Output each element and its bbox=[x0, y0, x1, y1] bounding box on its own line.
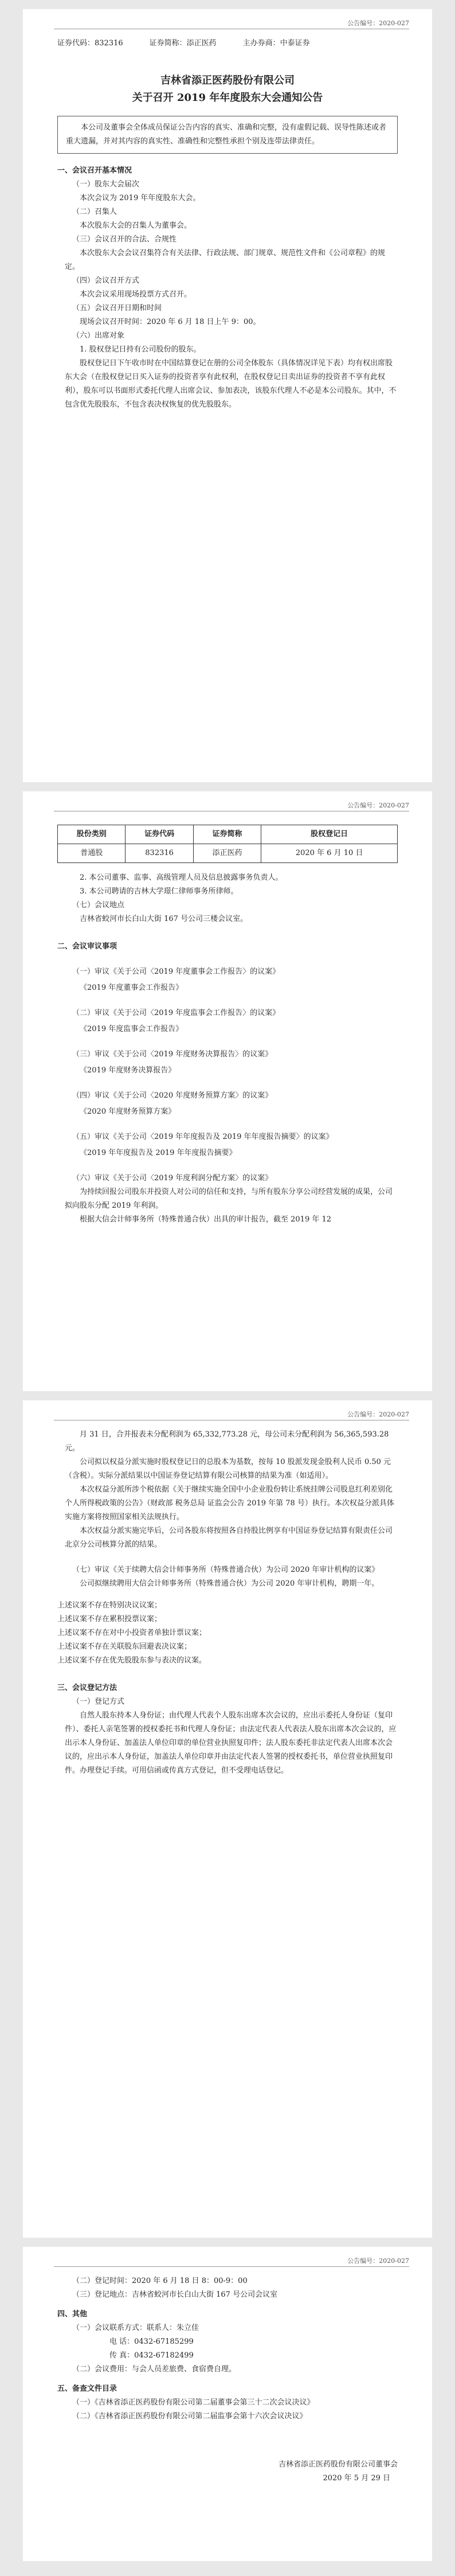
table-cell: 2020 年 6 月 10 日 bbox=[261, 844, 398, 863]
section-5-heading: 五、备查文件目录 bbox=[57, 2384, 117, 2393]
item-text: 3. 本公司聘请的吉林大学璟仁律师事务所律师。 bbox=[80, 887, 238, 896]
proposal-title: （一）审议《关于公司〈2019 年度董事会工作报告〉的议案》 bbox=[72, 967, 280, 976]
proposal-desc: 月 31 日，合并报表未分配利润为 65,332,773.28 元，母公司未分配利润为 56,365,593.28 元。 bbox=[65, 1430, 389, 1453]
proposal-desc: 公司拟以权益分派实施时股权登记日的总股本为基数，按每 10 股派发现金股利人民币 0.50 元（含税）。实际分派结果以中国证券登记结算有限公司核算的结果为准（如适用）。 bbox=[65, 1458, 391, 1480]
reference-doc: （二）《吉林省添正医药股份有限公司第二届监事会第十六次会议决议》 bbox=[72, 2412, 307, 2421]
item-text: 本次会议采用现场投票方式召开。 bbox=[80, 290, 192, 299]
section-3-heading: 三、会议登记方法 bbox=[57, 1684, 117, 1692]
proposal-title: （三）审议《关于公司〈2019 年度财务决算报告〉的议案》 bbox=[72, 1050, 273, 1059]
record-date-table bbox=[57, 825, 398, 863]
disclaimer-box: 本公司及董事会全体成员保证公告内容的真实、准确和完整，没有虚假记载、误导性陈述或者重大遗漏，并对其内容的真实性、准确性和完整性承担个别及连带法律责任。 bbox=[57, 116, 398, 154]
page-header-note: 公告编号：2020-027 bbox=[54, 1410, 409, 1420]
proposal-title: （二）审议《关于公司〈2019 年度监事会工作报告〉的议案》 bbox=[72, 1009, 280, 1017]
item-text: 本次股东大会的召集人为董事会。 bbox=[80, 221, 192, 230]
item-text: 本次会议为 2019 年年度股东大会。 bbox=[80, 194, 201, 202]
proposal-desc: 根据大信会计师事务所（特殊普通合伙）出具的审计报告，截至 2019 年 12 bbox=[80, 1215, 332, 1224]
page-2 bbox=[23, 791, 432, 1391]
stock-abbr: 证券简称：添正医药 bbox=[149, 39, 217, 48]
item-heading: （三）会议召开的合法、合规性 bbox=[72, 235, 177, 244]
note-line: 上述议案不存在对中小投资者单独计票议案； bbox=[57, 1629, 207, 1637]
table-cell: 普通股 bbox=[58, 844, 125, 863]
proposal-desc: 为持续回报公司股东并投资人对公司的信任和支持，与所有股东分享公司经营发展的成果，公司拟向股东分配 2019 年利润。 bbox=[65, 1188, 393, 1210]
section-1-heading: 一、会议召开基本情况 bbox=[57, 166, 132, 175]
item-heading: （七）会议地点 bbox=[72, 901, 125, 910]
page-3 bbox=[23, 1400, 432, 2238]
signature-date: 2020 年 5 月 29 日 bbox=[323, 2474, 390, 2483]
table-row bbox=[58, 844, 398, 863]
page-header-note: 公告编号：2020-027 bbox=[54, 2256, 409, 2267]
table-header: 证券简称 bbox=[193, 825, 261, 844]
title-company: 吉林省添正医药股份有限公司 bbox=[160, 75, 295, 87]
proposal-title: （四）审议《关于公司〈2020 年度财务预算方案〉的议案》 bbox=[72, 1091, 273, 1100]
proposal-desc: 《2019 年度财务决算报告》 bbox=[80, 1066, 176, 1075]
item-text: 2. 本公司董事、监事、高级管理人员及信息披露事务负责人。 bbox=[80, 873, 283, 882]
proposal-desc: 本次权益分派所涉个税依据《关于继续实施全国中小企业股份转让系统挂牌公司股息红利差别化个人所得税政策的公告》（财政部 税务总局 证监会公告 2019 年第 78 号）执行。本次权益分派具体实施方案将按照国家相关法规执行。 bbox=[65, 1485, 394, 1521]
table-header: 股份类别 bbox=[58, 825, 125, 844]
item-heading: （一）股东大会届次 bbox=[72, 180, 140, 189]
contact-person: （一）会议联系方式：联系人：朱立佳 bbox=[72, 2324, 199, 2332]
table-cell: 832316 bbox=[125, 844, 193, 863]
table-header: 股权登记日 bbox=[261, 825, 398, 844]
contact-phone: 电 话：0432-67185299 bbox=[109, 2337, 194, 2346]
reference-doc: （一）《吉林省添正医药股份有限公司第二届董事会第三十二次会议决议》 bbox=[72, 2398, 315, 2407]
item-text: 股权登记日下午收市时在中国结算登记在册的公司全体股东（具体情况详见下表）均有权出席股东大会（在股权登记日买入证券的投资者享有此权利，在股权登记日卖出证券的投资者不享有此权利），股东可以书面形式委托代理人出席会议、参加表决，该股东代理人不必是本公司股东。其中，不包含优先股股东，不包含表决权恢复的优先股股东。 bbox=[65, 359, 397, 409]
note-line: 上述议案不存在累积投票议案； bbox=[57, 1615, 162, 1623]
section-2-heading: 二、会议审议事项 bbox=[57, 942, 117, 951]
title-notice: 关于召开 2019 年年度股东大会通知公告 bbox=[132, 92, 323, 104]
page-header-note: 公告编号：2020-027 bbox=[54, 801, 409, 811]
proposal-desc: 《2020 年度财务预算方案》 bbox=[80, 1107, 176, 1116]
proposal-title: （七）审议《关于续聘大信会计师事务所（特殊普通合伙）为公司 2020 年审计机构的议案》 bbox=[72, 1566, 379, 1574]
proposal-desc: 《2019 年年度报告及 2019 年年度报告摘要》 bbox=[80, 1149, 237, 1157]
proposal-desc: 公司拟继续聘用大信会计师事务所（特殊普通合伙）为公司 2020 年审计机构，聘期一年。 bbox=[80, 1579, 379, 1588]
signature-company: 吉林省添正医药股份有限公司董事会 bbox=[278, 2460, 398, 2469]
contact-fax: 传 真：0432-67182499 bbox=[109, 2351, 194, 2360]
proposal-title: （五）审议《关于公司〈2019 年年度报告及 2019 年年度报告摘要〉的议案》 bbox=[72, 1133, 334, 1141]
item-heading: （一）登记方式 bbox=[72, 1697, 125, 1706]
section-4-heading: 四、其他 bbox=[57, 2310, 88, 2319]
table-header: 证券代码 bbox=[125, 825, 193, 844]
proposal-desc: 《2019 年度监事会工作报告》 bbox=[80, 1025, 183, 1033]
item-text: （三）登记地点：吉林省蛟河市长白山大街 167 号公司会议室 bbox=[72, 2290, 278, 2299]
note-line: 上述议案不存在优先股股东参与表决的议案。 bbox=[57, 1656, 207, 1665]
proposal-title: （六）审议《关于公司〈2019 年度利润分配方案〉的议案》 bbox=[72, 1174, 273, 1182]
item-text: （二）登记时间：2020 年 6 月 18 日 8：00-9：00 bbox=[72, 2277, 248, 2285]
note-line: 上述议案不存在关联股东回避表决议案； bbox=[57, 1642, 192, 1651]
item-text: 吉林省蛟河市长白山大街 167 号公司三楼会议室。 bbox=[80, 915, 248, 923]
item-heading: （六）出席对象 bbox=[72, 331, 125, 340]
page-1 bbox=[23, 9, 432, 782]
table-cell: 添正医药 bbox=[193, 844, 261, 863]
broker: 主办券商：中泰证券 bbox=[242, 39, 310, 48]
note-line: 上述议案不存在特别决议议案； bbox=[57, 1601, 162, 1610]
meeting-expense: （二）会议费用：与会人员差旅费、食宿费自理。 bbox=[72, 2365, 237, 2374]
item-text: 现场会议召开时间：2020 年 6 月 18 日上午 9：00。 bbox=[80, 318, 261, 326]
item-subheading: 1. 股权登记日持有公司股份的股东。 bbox=[80, 345, 201, 354]
stock-code: 证券代码：832316 bbox=[57, 39, 123, 48]
proposal-desc: 《2019 年度董事会工作报告》 bbox=[80, 983, 183, 992]
item-heading: （四）会议召开方式 bbox=[72, 276, 140, 285]
item-heading: （五）会议召开日期和时间 bbox=[72, 304, 162, 313]
item-text: 自然人股东持本人身份证；由代理人代表个人股东出席本次会议的，应出示委托人身份证（复印件）、委托人亲笔签署的授权委托书和代理人身份证；由法定代表人代表法人股东出席本次会议的，应出示本人身份证、加盖法人单位印章的单位营业执照复印件；法人股东委托非法定代表人出席本次会议的，应出示本人身份证，加盖法人单位印章并由法定代表人签署的授权委托书，单位营业执照复印件。办理登记手续。可用信函或传真方式登记，但不受理电话登记。 bbox=[65, 1711, 397, 1775]
page-header-note: 公告编号：2020-027 bbox=[54, 18, 409, 29]
stock-meta bbox=[57, 37, 398, 50]
item-heading: （二）召集人 bbox=[72, 208, 117, 216]
proposal-desc: 本次权益分派实施完毕后，公司各股东将按照各自持股比例享有中国证券登记结算有限责任公司北京分公司核算分派的结果。 bbox=[65, 1527, 393, 1549]
page-4 bbox=[23, 2247, 432, 2561]
item-text: 本次股东大会会议召集符合有关法律、行政法规、部门规章、规范性文件和《公司章程》的规定。 bbox=[65, 249, 386, 271]
